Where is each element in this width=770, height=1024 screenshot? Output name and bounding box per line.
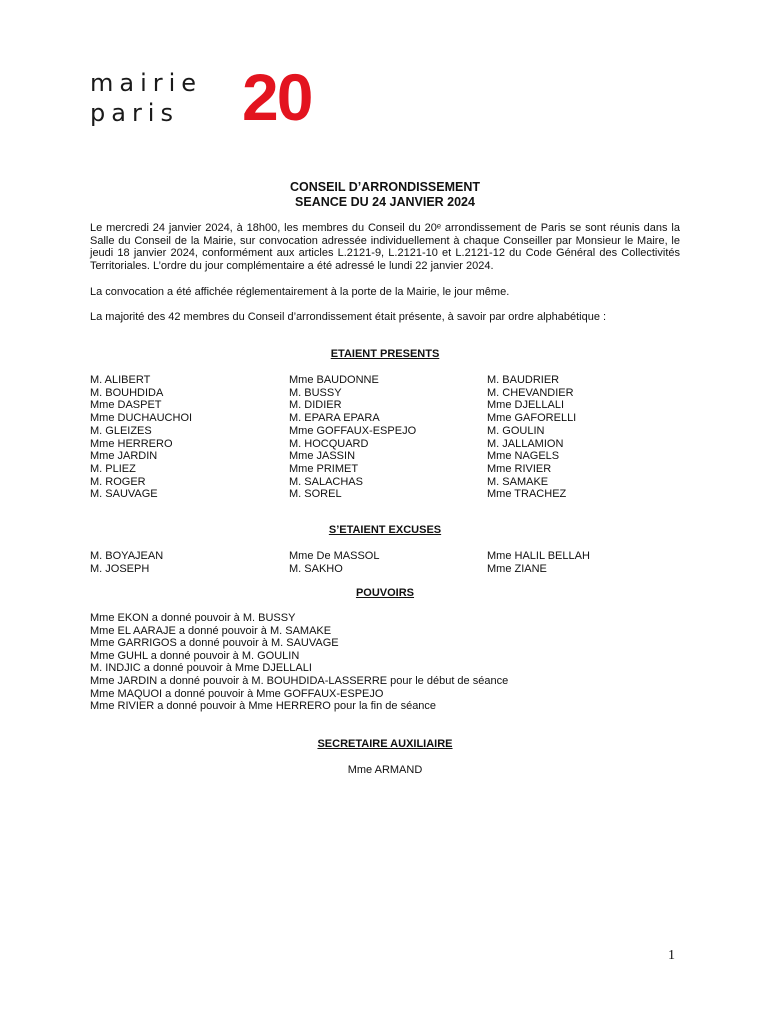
list-item: M. SAKHO [289, 562, 343, 575]
excuses-column-3 [487, 550, 590, 575]
title-line-1: CONSEIL D’ARRONDISSEMENT [289, 180, 481, 194]
list-item: Mme RIVIER a donné pouvoir à Mme HERRERO pour la fin de séance [90, 700, 437, 713]
list-item: Mme DASPET [90, 399, 162, 412]
list-item: Mme BAUDONNE [289, 374, 379, 386]
list-item: M. CHEVANDIER [487, 386, 574, 399]
list-item: Mme HERRERO [90, 437, 173, 450]
pouvoirs-heading: POUVOIRS [355, 587, 415, 599]
excuses-column-2 [289, 550, 379, 575]
secretaire-name: Mme ARMAND [347, 764, 423, 776]
title-line-2: SEANCE DU 24 JANVIER 2024 [295, 195, 475, 209]
list-item: Mme JASSIN [289, 450, 356, 463]
logo-line-mairie: mairie [90, 69, 203, 97]
secretaire-heading: SECRETAIRE AUXILIAIRE [317, 738, 453, 750]
presents-column-1 [90, 374, 192, 501]
list-item: Mme EL AARAJE a donné pouvoir à M. SAMAKE [90, 624, 332, 637]
list-item: M. SAUVAGE [90, 488, 158, 501]
list-item: M. BOYAJEAN [90, 550, 164, 562]
list-item: M. PLIEZ [90, 462, 136, 475]
list-item: M. DIDIER [289, 399, 342, 412]
list-item: Mme TRACHEZ [487, 488, 567, 501]
list-item: M. ROGER [90, 475, 146, 488]
intro-paragraph: Le mercredi 24 janvier 2024, à 18h00, les membres du Conseil du 20ᵉ arrondissement de Paris se sont réunis dans la Salle du Conseil de la Mairie, sur convocation adressée individuellement à chaque Conseiller par Monsieur le Maire, le jeudi 18 janvier 2024, conformément aux articles L.2121-9, L.2121-10 et L.2121-12 du Code Général des Collectivités Territoriales. L’ordre du jour complémentaire a été adressé le lundi 22 janvier 2024. [90, 222, 680, 272]
mairie-paris-20-logo [90, 60, 340, 134]
list-item: M. JALLAMION [487, 437, 564, 450]
page-number: 1 [668, 948, 675, 963]
list-item: M. EPARA EPARA [289, 412, 380, 425]
list-item: Mme DJELLALI [487, 399, 565, 412]
majorite-paragraph: La majorité des 42 membres du Conseil d’arrondissement était présente, à savoir par ordre alphabétique : [90, 311, 607, 323]
list-item: M. JOSEPH [90, 562, 150, 575]
list-item: Mme MAQUOI a donné pouvoir à Mme GOFFAUX-ESPEJO [90, 687, 384, 700]
list-item: Mme DUCHAUCHOI [90, 412, 193, 425]
excuses-heading: S’ETAIENT EXCUSES [328, 524, 442, 536]
logo-number: 20 [242, 60, 312, 134]
list-item: Mme JARDIN [90, 450, 158, 463]
list-item: M. SAMAKE [487, 475, 549, 488]
list-item: Mme De MASSOL [289, 550, 380, 562]
presents-column-2 [289, 374, 416, 501]
excuses-column-1 [90, 550, 163, 575]
document-title [90, 180, 680, 210]
list-item: M. HOCQUARD [289, 437, 369, 450]
list-item: M. INDJIC a donné pouvoir à Mme DJELLALI [90, 662, 312, 675]
list-item: Mme EKON a donné pouvoir à M. BUSSY [90, 612, 296, 624]
list-item: Mme PRIMET [289, 462, 359, 475]
list-item: M. GOULIN [487, 424, 545, 437]
list-item: Mme RIVIER [487, 462, 552, 475]
list-item: M. BOUHDIDA [90, 386, 164, 399]
list-item: M. ALIBERT [90, 374, 151, 386]
presents-heading: ETAIENT PRESENTS [330, 348, 440, 360]
list-item: Mme GARRIGOS a donné pouvoir à M. SAUVAGE [90, 637, 339, 650]
list-item: Mme ZIANE [487, 562, 547, 575]
logo-line-paris: paris [90, 99, 179, 127]
convocation-paragraph: La convocation a été affichée réglementairement à la porte de la Mairie, le jour même. [90, 286, 510, 298]
logo-text [90, 68, 202, 128]
list-item: Mme GOFFAUX-ESPEJO [289, 424, 417, 437]
list-item: M. BUSSY [289, 386, 342, 399]
list-item: Mme NAGELS [487, 450, 560, 463]
list-item: M. SOREL [289, 488, 342, 501]
list-item: M. GLEIZES [90, 424, 152, 437]
list-item: Mme JARDIN a donné pouvoir à M. BOUHDIDA-LASSERRE pour le début de séance [90, 674, 509, 687]
list-item: M. SALACHAS [289, 475, 363, 488]
list-item: Mme GAFORELLI [487, 412, 577, 425]
pouvoirs-list [90, 612, 508, 713]
list-item: Mme HALIL BELLAH [487, 550, 590, 562]
presents-column-3 [487, 374, 576, 501]
list-item: Mme GUHL a donné pouvoir à M. GOULIN [90, 649, 300, 662]
list-item: M. BAUDRIER [487, 374, 560, 386]
